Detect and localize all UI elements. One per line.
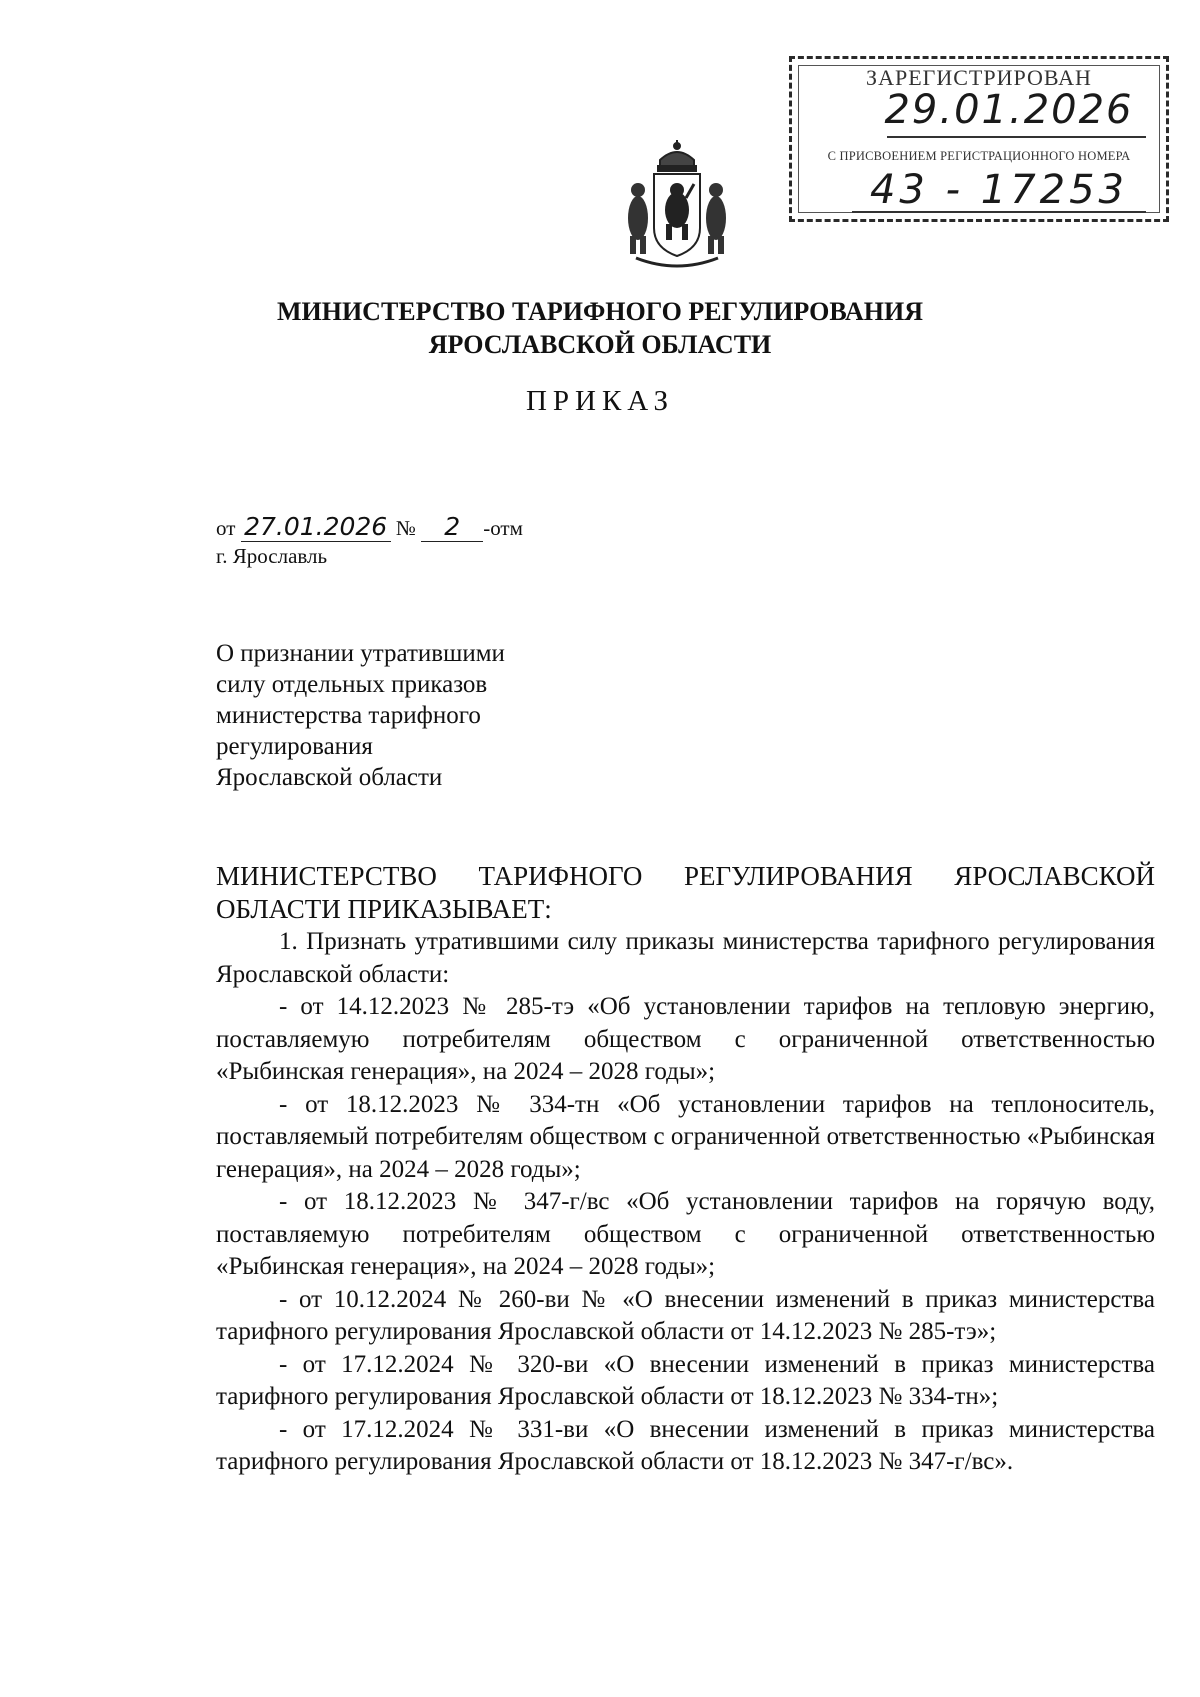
ministry-line-1: МИНИСТЕРСТВО ТАРИФНОГО РЕГУЛИРОВАНИЯ <box>276 297 924 326</box>
yaroslavl-coat-of-arms-icon <box>622 140 732 270</box>
order-number: 2 <box>421 512 483 542</box>
order-paragraph: - от 17.12.2024 № 331-ви «О внесении изменений в приказ министерства тарифного регулирования Ярославской области от 18.12.2023 № 347-г/вс». <box>216 1415 1155 1475</box>
stamp-title: ЗАРЕГИСТРИРОВАН <box>866 65 1092 90</box>
stamp-caption: С ПРИСВОЕНИЕМ РЕГИСТРАЦИОННОГО НОМЕРА <box>827 149 1131 163</box>
order-paragraph: - от 18.12.2023 № 347-г/вс «Об установлении тарифов на горячую воду, поставляемую потребителям обществом с ограниченной ответственностью «Рыбинская генерация», на 2024 – 2028 годы»; <box>216 1188 1155 1280</box>
order-date-number-line <box>216 512 523 542</box>
stamp-number-underline <box>852 211 1146 213</box>
stamp-date-underline <box>887 136 1146 138</box>
supporter-bear-left-icon <box>628 183 648 254</box>
order-paragraph: 1. Признать утратившими силу приказы министерства тарифного регулирования Ярославской области: <box>216 928 1155 988</box>
city: г. Ярославль <box>216 544 328 568</box>
supporter-bear-right-icon <box>706 183 726 254</box>
subject-block <box>216 638 596 793</box>
number-sign: № <box>395 516 416 540</box>
registration-stamp <box>789 56 1169 222</box>
subject-line: О признании утратившими <box>216 640 505 667</box>
subject-line: министерства тарифного <box>216 702 481 729</box>
order-date: 27.01.2026 <box>241 512 391 542</box>
order-number-suffix: -отм <box>483 516 523 540</box>
from-label: от <box>216 516 236 540</box>
order-paragraph: - от 14.12.2023 № 285-тэ «Об установлении тарифов на тепловую энергию, поставляемую потребителям обществом с ограниченной ответственностью «Рыбинская генерация», на 2024 – 2028 годы»; <box>216 993 1155 1085</box>
order-paragraph: - от 17.12.2024 № 320-ви «О внесении изменений в приказ министерства тарифного регулирования Ярославской области от 18.12.2023 № 334-тн»; <box>216 1350 1155 1410</box>
order-lead: МИНИСТЕРСТВО ТАРИФНОГО РЕГУЛИРОВАНИЯ ЯРОСЛАВСКОЙ ОБЛАСТИ ПРИКАЗЫВАЕТ: <box>216 861 1155 924</box>
order-body <box>216 860 1155 1479</box>
bear-icon <box>665 183 694 240</box>
crown-icon <box>658 140 696 171</box>
ministry-name <box>0 295 1200 361</box>
stamp-number: 43 - 17253 <box>869 167 1128 213</box>
subject-line: Ярославской области <box>216 764 443 791</box>
order-paragraph: - от 10.12.2024 № 260-ви № «О внесении изменений в приказ министерства тарифного регулирования Ярославской области от 14.12.2023 № 285-тэ»; <box>216 1285 1155 1345</box>
ribbon-icon <box>636 258 718 266</box>
document-type-title: ПРИКАЗ <box>525 385 675 417</box>
subject-line: регулирования <box>216 733 373 760</box>
stamp-date: 29.01.2026 <box>884 87 1134 133</box>
ministry-line-2: ЯРОСЛАВСКОЙ ОБЛАСТИ <box>428 330 772 359</box>
subject-line: силу отдельных приказов <box>216 671 488 698</box>
order-paragraph: - от 18.12.2023 № 334-тн «Об установлении тарифов на теплоноситель, поставляемый потребителям обществом с ограниченной ответственностью «Рыбинская генерация», на 2024 – 2028 годы»; <box>216 1090 1155 1183</box>
